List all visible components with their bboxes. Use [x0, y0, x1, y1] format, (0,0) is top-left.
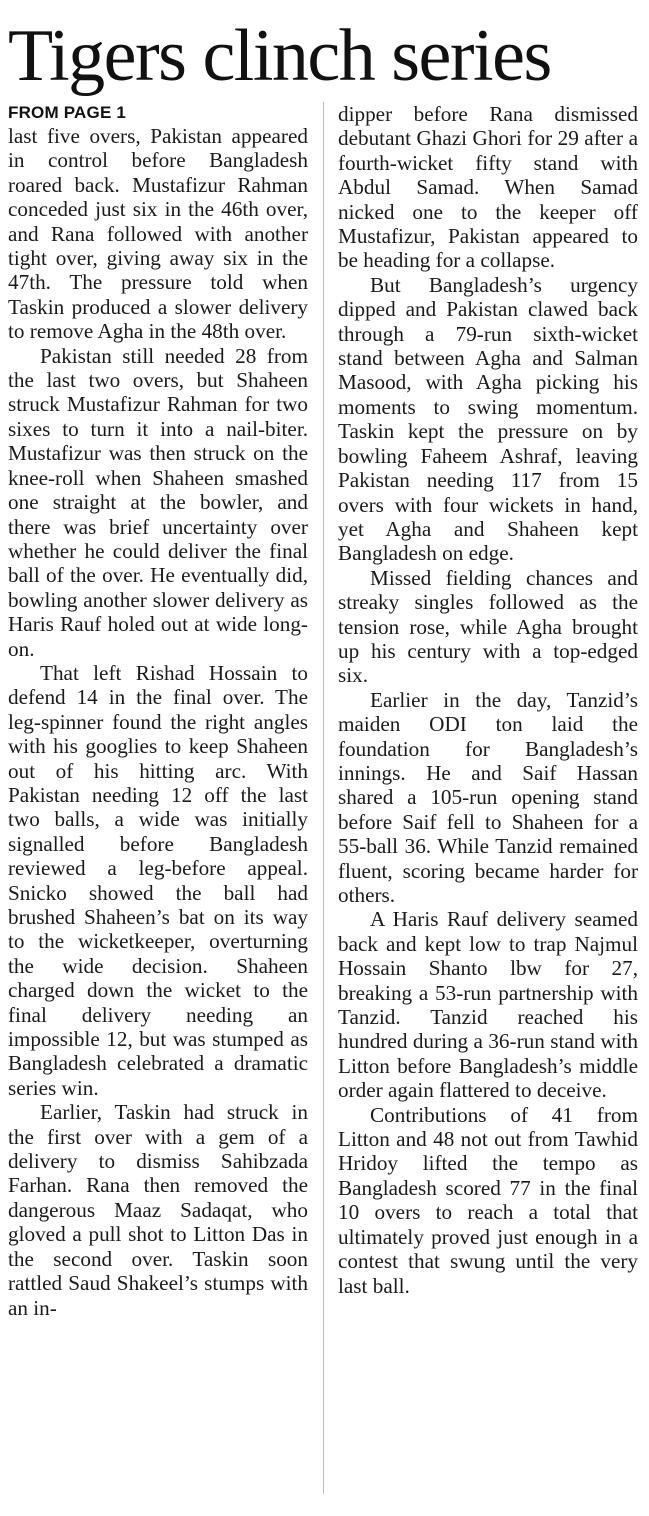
article-headline: Tigers clinch series	[8, 15, 551, 97]
body-paragraph: Earlier, Taskin had struck in the first over with a gem of a delivery to dismiss Sahibzada Farhan. Rana then removed the dangerous Maaz Sadaqat, who gloved a pull shot to Litton Das in the second over. Taskin soon rattled Saud Shakeel’s stumps with an in-	[8, 1100, 308, 1320]
body-paragraph: last five overs, Pakistan appeared in control before Bangladesh roared back. Mustafizur Rahman conceded just six in the 46th over, and Rana followed with another tight over, giving away six in the 47th. The pressure told when Taskin produced a slower delivery to remove Agha in the 48th over.	[8, 124, 308, 344]
article-column-left	[8, 102, 308, 1320]
body-paragraph: Pakistan still needed 28 from the last two overs, but Shaheen struck Mustafizur Rahman for two sixes to turn it into a nail-biter. Mustafizur was then struck on the knee-roll when Shaheen smashed one straight at the bowler, and there was brief uncertainty over whether he could deliver the final ball of the over. He eventually did, bowling another slower delivery as Haris Rauf holed out at wide long-on.	[8, 343, 308, 661]
body-paragraph: Earlier in the day, Tanzid’s maiden ODI ton laid the foundation for Bangladesh’s innings. He and Saif Hassan shared a 105-run opening stand before Saif fell to Shaheen for a 55-ball 36. While Tanzid remained fluent, scoring became harder for others.	[338, 687, 638, 907]
continuation-kicker: FROM PAGE 1	[8, 103, 127, 122]
body-paragraph: Contributions of 41 from Litton and 48 not out from Tawhid Hridoy lifted the tempo as Bangladesh scored 77 in the final 10 overs to reach a total that ultimately proved just enough in a contest that swung until the very last ball.	[338, 1102, 638, 1298]
article-column-right	[338, 102, 638, 1298]
body-paragraph: A Haris Rauf delivery seamed back and kept low to trap Najmul Hossain Shanto lbw for 27, breaking a 53-run partnership with Tanzid. Tanzid reached his hundred during a 36-run stand with Litton before Bangladesh’s middle order again flattered to deceive.	[338, 907, 638, 1103]
body-paragraph: dipper before Rana dismissed debutant Ghazi Ghori for 29 after a fourth-wicket fifty stand with Abdul Samad. When Samad nicked one to the keeper off Mustafizur, Pakistan appeared to be heading for a collapse.	[338, 102, 638, 273]
body-paragraph: Missed fielding chances and streaky singles followed as the tension rose, while Agha brought up his century with a top-edged six.	[338, 565, 638, 688]
column-divider	[323, 102, 324, 1494]
body-paragraph: But Bangladesh’s urgency dipped and Pakistan clawed back through a 79-run sixth-wicket stand between Agha and Salman Masood, with Agha picking his moments to swing momentum. Taskin kept the pressure on by bowling Faheem Ashraf, leaving Pakistan needing 117 from 15 overs with four wickets in hand, yet Agha and Shaheen kept Bangladesh on edge.	[338, 272, 638, 566]
body-paragraph: That left Rishad Hossain to defend 14 in the final over. The leg-spinner found the right angles with his googlies to keep Shaheen out of his hitting arc. With Pakistan needing 12 off the last two balls, a wide was initially signalled before Bangladesh reviewed a leg-before appeal. Snicko showed the ball had brushed Shaheen’s bat on its way to the wicketkeeper, overturning the wide decision. Shaheen charged down the wicket to the final delivery needing an impossible 12, but was stumped as Bangladesh celebrated a dramatic series win.	[8, 660, 308, 1100]
